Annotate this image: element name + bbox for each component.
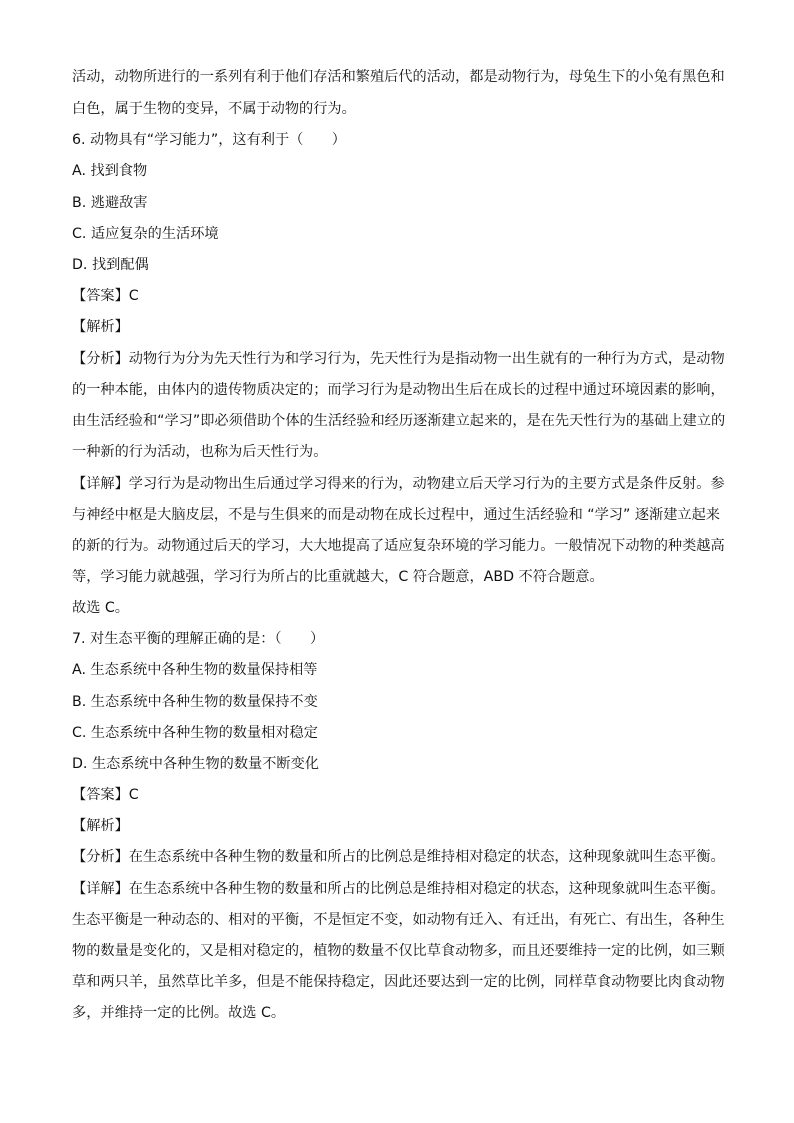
q7-xiangjie-line: 草和两只羊，虽然草比羊多，但是不能保持稳定，因此还要达到一定的比例，同样草食动物要比肉食动物 bbox=[72, 974, 725, 990]
question-7-stem: 7. 对生态平衡的理解正确的是：（ ） bbox=[72, 631, 325, 647]
q6-fenxi-line: 【分析】动物行为分为先天性行为和学习行为，先天性行为是指动物一出生就有的一种行为方式，是动物 bbox=[72, 351, 725, 367]
q6-answer: 【答案】C bbox=[72, 288, 139, 304]
q6-fenxi-line: 由生活经验和“学习”即必须借助个体的生活经验和经历逐渐建立起来的，是在先天性行为的基础上建立的 bbox=[72, 413, 726, 429]
q6-option-c: C. 适应复杂的生活环境 bbox=[72, 226, 219, 242]
q6-xiangjie-line: 的新的行为。动物通过后天的学习，大大地提高了适应复杂环境的学习能力。一般情况下动物的种类越高 bbox=[72, 538, 725, 554]
q7-option-b: B. 生态系统中各种生物的数量保持不变 bbox=[72, 694, 318, 710]
q7-answer: 【答案】C bbox=[72, 787, 139, 803]
q6-option-b: B. 逃避敌害 bbox=[72, 195, 148, 211]
q7-option-a: A. 生态系统中各种生物的数量保持相等 bbox=[72, 662, 318, 678]
q7-option-c: C. 生态系统中各种生物的数量相对稳定 bbox=[72, 725, 318, 741]
q6-xiangjie-line: 等，学习能力就越强，学习行为所占的比重就越大，C 符合题意，ABD 不符合题意。 bbox=[72, 569, 604, 585]
q6-option-a: A. 找到食物 bbox=[72, 163, 148, 179]
q6-analysis-label: 【解析】 bbox=[72, 319, 129, 335]
q7-fenxi-line: 【分析】在生态系统中各种生物的数量和所占的比例总是维持相对稳定的状态，这种现象就叫生态平衡。 bbox=[72, 849, 725, 865]
q6-conclusion: 故选 C。 bbox=[72, 600, 129, 616]
q6-xiangjie-line: 【详解】学习行为是动物出生后通过学习得来的行为，动物建立后天学习行为的主要方式是条件反射。参 bbox=[72, 476, 725, 492]
q7-analysis-label: 【解析】 bbox=[72, 818, 129, 834]
intro-line: 白色，属于生物的变异，不属于动物的行为。 bbox=[72, 101, 356, 117]
intro-line: 活动，动物所进行的一系列有利于他们存活和繁殖后代的活动，都是动物行为，母兔生下的小兔有黑色和 bbox=[72, 69, 725, 85]
q7-xiangjie-line: 多，并维持一定的比例。故选 C。 bbox=[72, 1005, 286, 1021]
q6-fenxi-line: 的一种本能，由体内的遗传物质决定的；而学习行为是动物出生后在成长的过程中通过环境因素的影响， bbox=[72, 382, 725, 398]
q6-xiangjie-line: 与神经中枢是大脑皮层，不是与生俱来的而是动物在成长过程中，通过生活经验和 “学习” 逐渐建立起来 bbox=[72, 507, 720, 523]
q7-xiangjie-line: 物的数量是变化的，又是相对稳定的，植物的数量不仅比草食动物多，而且还要维持一定的比例，如三颗 bbox=[72, 943, 725, 959]
q6-fenxi-line: 一种新的行为活动，也称为后天性行为。 bbox=[72, 444, 328, 460]
q7-xiangjie-line: 【详解】在生态系统中各种生物的数量和所占的比例总是维持相对稳定的状态，这种现象就叫生态平衡。 bbox=[72, 881, 725, 897]
question-6-stem: 6. 动物具有“学习能力”，这有利于（ ） bbox=[72, 132, 346, 148]
q7-option-d: D. 生态系统中各种生物的数量不断变化 bbox=[72, 756, 319, 772]
q6-option-d: D. 找到配偶 bbox=[72, 257, 149, 273]
q7-xiangjie-line: 生态平衡是一种动态的、相对的平衡，不是恒定不变，如动物有迁入、有迁出，有死亡、有出生，各种生 bbox=[72, 912, 725, 928]
